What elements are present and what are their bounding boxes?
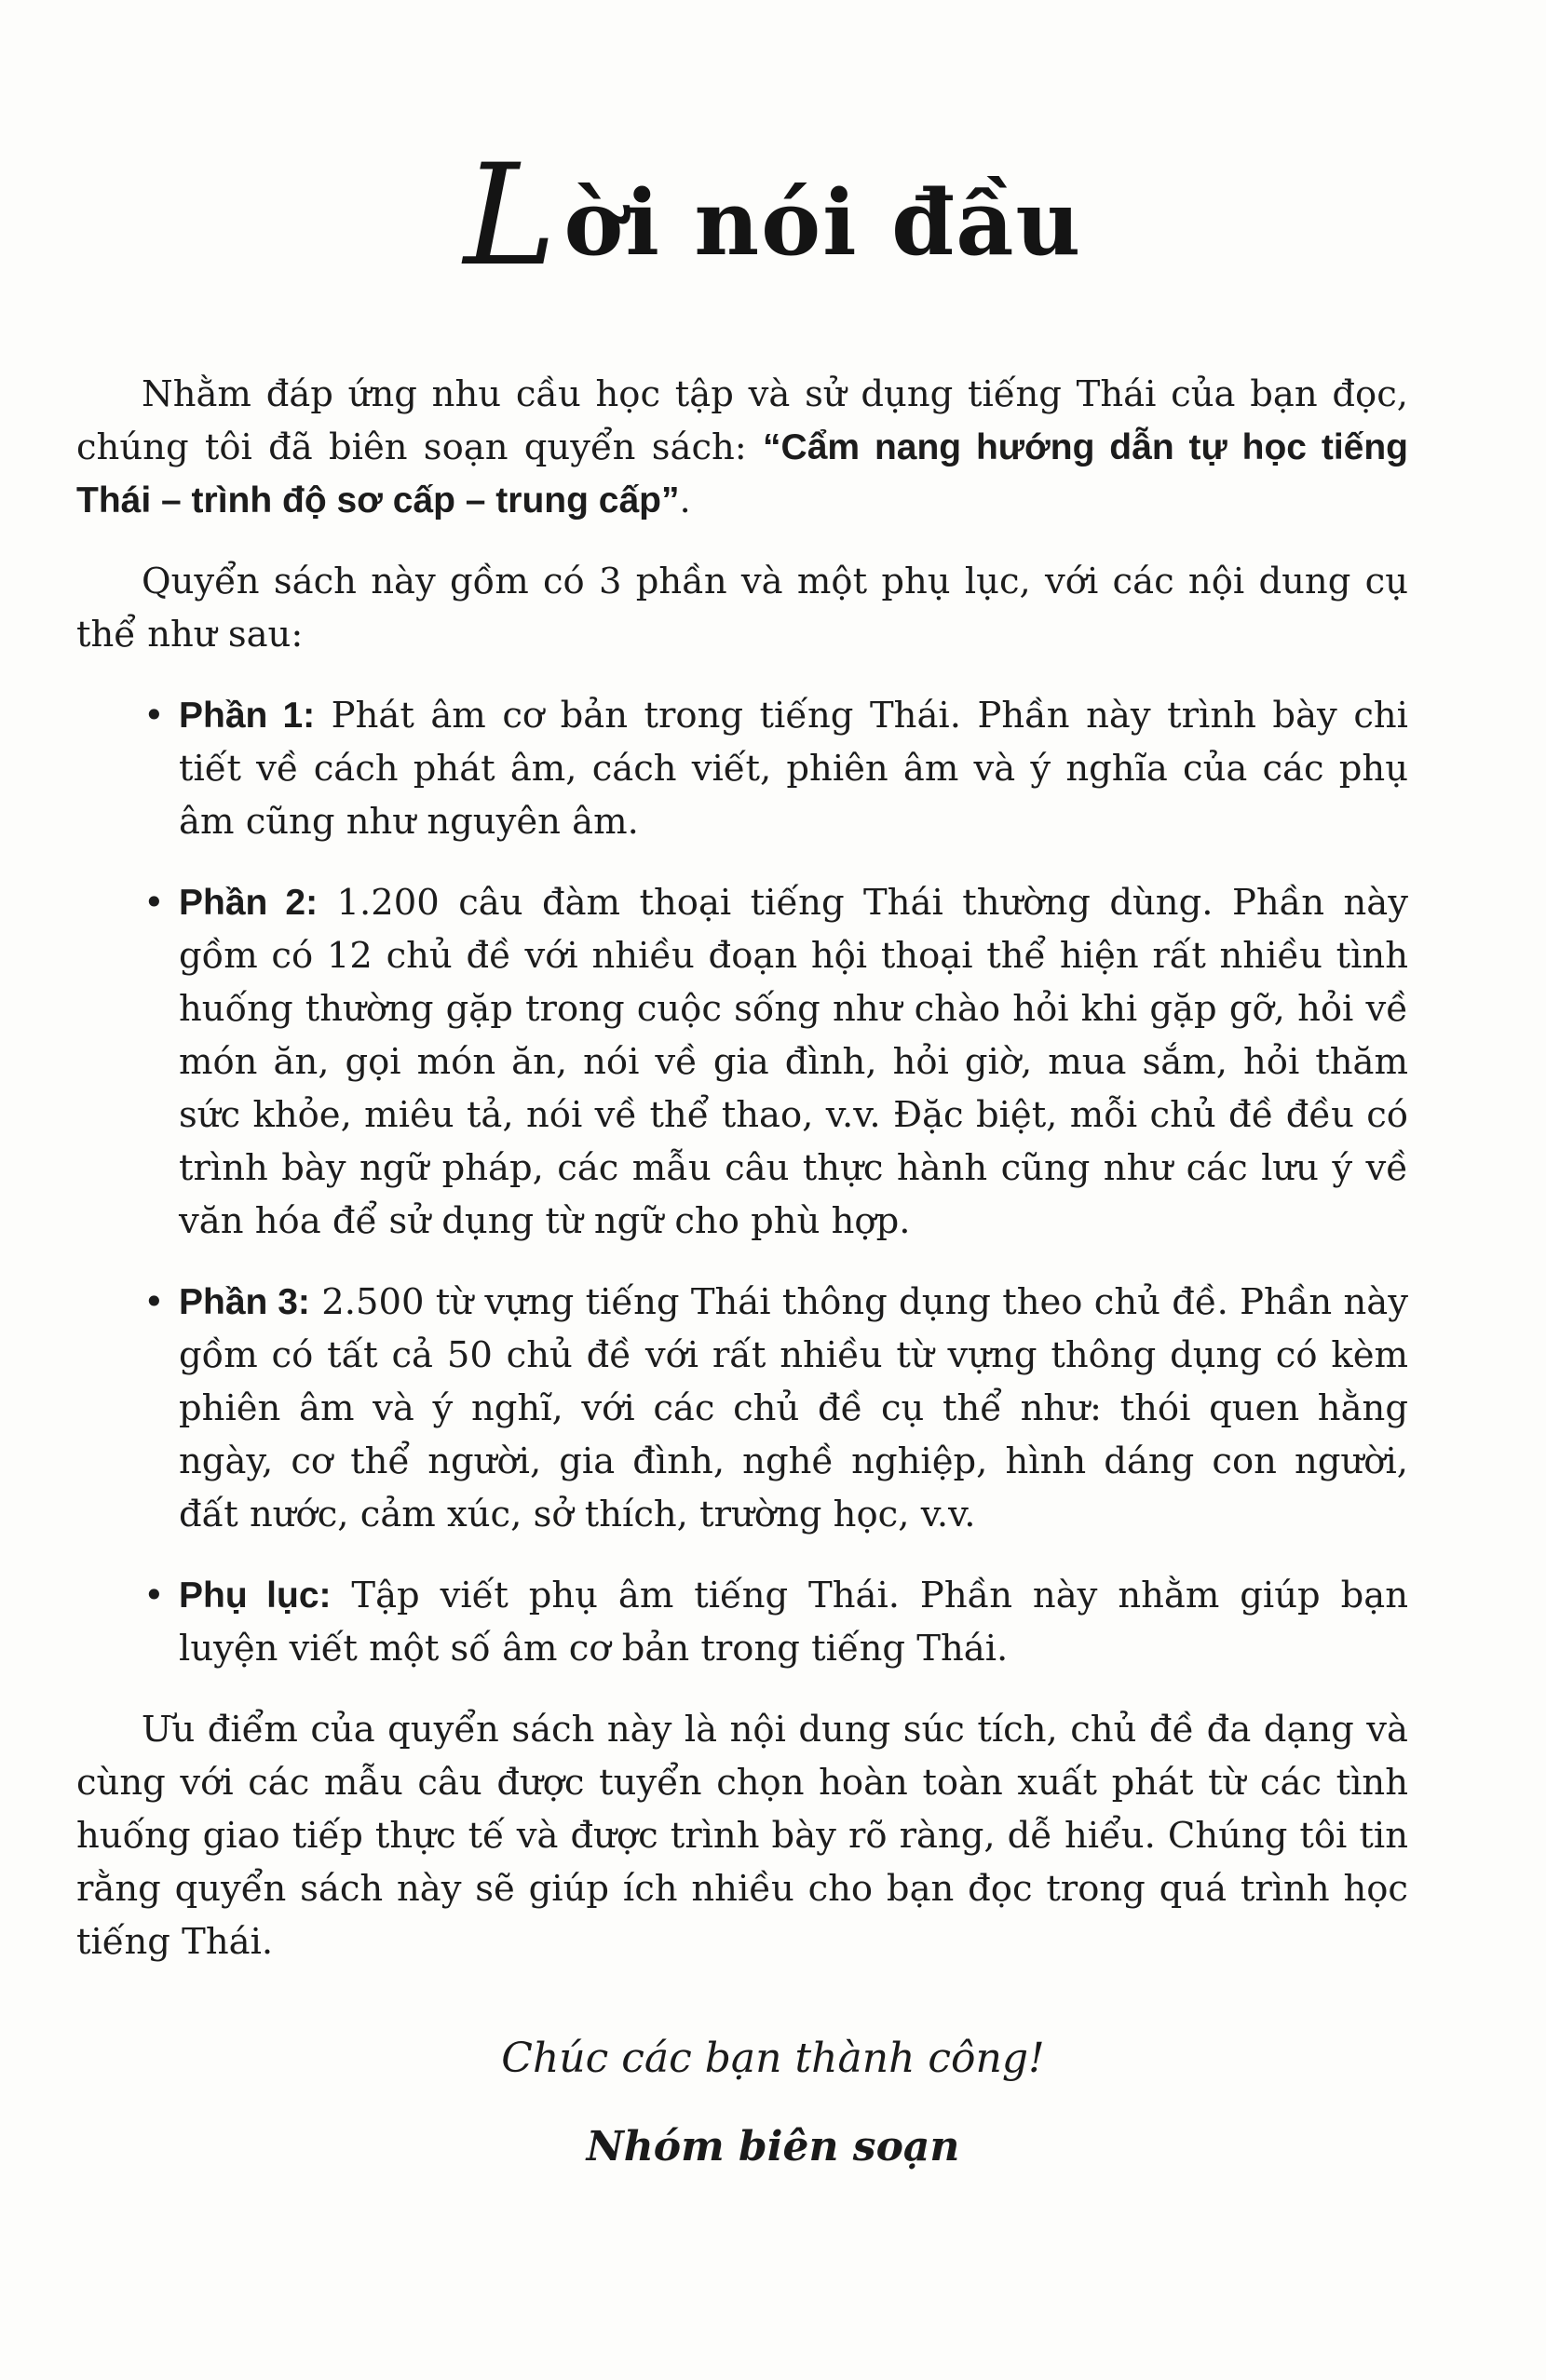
preface-body (76, 368, 1408, 1996)
title-initial: L (463, 135, 559, 297)
intro-paragraph (76, 368, 1408, 527)
bullet-icon: • (143, 1575, 165, 1616)
bullet-icon: • (143, 695, 165, 737)
title-rest: ời nói đầu (563, 170, 1083, 276)
section-item (76, 1569, 1408, 1675)
signature: Nhóm biên soạn (586, 2123, 960, 2170)
intro-text: Nhằm đáp ứng nhu cầu học tập và sử dụng tiếng Thái của bạn đọc, chúng tôi đã biên soạn quyển sách: (76, 373, 1408, 468)
conclusion-paragraph: Ưu điểm của quyển sách này là nội dung súc tích, chủ đề đa dạng và cùng với các mẫu câu được tuyển chọn hoàn toàn xuất phát từ các tình huống giao tiếp thực tế và được trình bày rõ ràng, dễ hiểu. Chúng tôi tin rằng quyển sách này sẽ giúp ích nhiều cho bạn đọc trong quá trình học tiếng Thái. (76, 1709, 1408, 1963)
section-item (76, 1276, 1408, 1541)
section-text: 1.200 câu đàm thoại tiếng Thái thường dùng. Phần này gồm có 12 chủ đề với nhiều đoạn hội thoại thể hiện rất nhiều tình huống thường gặp trong cuộc sống như chào hỏi khi gặp gỡ, hỏi về món ăn, gọi món ăn, nói về gia đình, hỏi giờ, mua sắm, hỏi thăm sức khỏe, miêu tả, nói về thể thao, v.v. Đặc biệt, mỗi chủ đề đều có trình bày ngữ pháp, các mẫu câu thực hành cũng như các lưu ý về văn hóa để sử dụng từ ngữ cho phù hợp. (179, 882, 1408, 1242)
section-text: Phát âm cơ bản trong tiếng Thái. Phần này trình bày chi tiết về cách phát âm, cách viết, phiên âm và ý nghĩa của các phụ âm cũng như nguyên âm. (179, 695, 1408, 843)
overview-paragraph: Quyển sách này gồm có 3 phần và một phụ lục, với các nội dung cụ thể như sau: (76, 561, 1408, 656)
section-label: Phần 3: (179, 1282, 310, 1322)
bullet-icon: • (143, 1281, 165, 1323)
section-item (76, 689, 1408, 848)
section-text: Tập viết phụ âm tiếng Thái. Phần này nhằm giúp bạn luyện viết một số âm cơ bản trong tiếng Thái. (179, 1575, 1408, 1670)
page-title (0, 135, 1546, 297)
closing-wish: Chúc các bạn thành công! (501, 2035, 1045, 2082)
section-label: Phần 1: (179, 696, 316, 736)
bullet-icon: • (143, 882, 165, 924)
section-item (76, 876, 1408, 1248)
section-label: Phần 2: (179, 883, 319, 923)
book-title: “Cẩm nang hướng dẫn tự học tiếng Thái – trình độ sơ cấp – trung cấp” (76, 427, 1408, 521)
section-text: 2.500 từ vựng tiếng Thái thông dụng theo chủ đề. Phần này gồm có tất cả 50 chủ đề với rất nhiều từ vựng thông dụng có kèm phiên âm và ý nghĩ, với các chủ đề cụ thể như: thói quen hằng ngày, cơ thể người, gia đình, nghề nghiệp, hình dáng con người, đất nước, cảm xúc, sở thích, trường học, v.v. (179, 1281, 1408, 1535)
intro-end: . (679, 480, 691, 521)
section-label: Phụ lục: (179, 1575, 332, 1616)
